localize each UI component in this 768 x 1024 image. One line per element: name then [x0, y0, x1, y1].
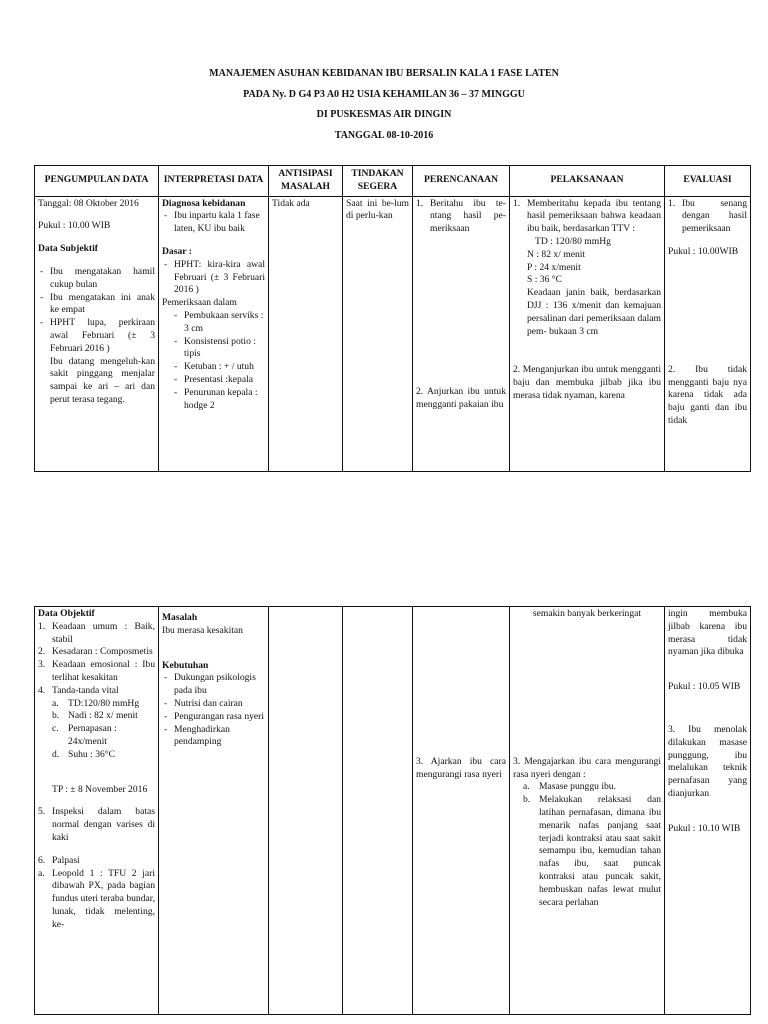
list-item [513, 198, 661, 339]
evaluasi-list [668, 198, 747, 236]
list-item: a. Leopold 1 : TFU 2 jari dibawah PX, pada bagian fundus uteri teraba bundar, lunak, tidak melenting, ke- [38, 868, 155, 932]
table-row [35, 607, 751, 1015]
cell-perencanaan [413, 607, 510, 1015]
antisipasi-text: Tidak ada [272, 197, 310, 209]
cell-pengumpulan-data [35, 196, 159, 471]
keluhan-text: Ibu datang mengeluh-kan sakit pinggang menjalar sampai ke ari – ari dan perut terasa tegang. [50, 355, 155, 405]
evaluasi-item-3: 3. Ibu menolak dilakukan masase punggung, ibu melalukan teknik pernafasan yang dianjurkan [668, 723, 747, 799]
tp-text: TP : ± 8 November 2016 [52, 783, 148, 795]
asuhan-table-page-2 [34, 606, 751, 1015]
list-item: - Dukungan psikologis pada ibu [162, 672, 265, 698]
cell-antisipasi-masalah [269, 607, 343, 1015]
list-item: 1. Keadaan umum : Baik, stabil [38, 621, 155, 647]
diagnosa-list [162, 210, 265, 236]
cell-interpretasi-data [159, 607, 269, 1015]
masalah-text: Ibu merasa kesakitan [162, 624, 243, 636]
tindakan-text: Saat ini be-lum di perlu-kan [346, 197, 409, 222]
list-item: 2. Kesadaran : Composmetis [38, 646, 155, 659]
cell-tindakan-segera [343, 607, 413, 1015]
objektif-list [38, 621, 155, 698]
evaluasi-pukul-1: Pukul : 10.00WIB [668, 245, 739, 257]
header-perencanaan: PERENCANAAN [413, 166, 510, 197]
pelaksanaan-item-3: 3. Mengajarkan ibu cara mengurangi rasa nyeri dengan : [513, 755, 661, 780]
ttv-p: P : 24 x/menit [527, 261, 581, 273]
masalah-heading: Masalah [162, 612, 198, 623]
asuhan-table-page-1 [34, 165, 751, 472]
perencanaan-item-3: 3. Ajarkan ibu cara mengurangi rasa nyeri [416, 756, 506, 780]
kebutuhan-list [162, 672, 265, 749]
list-item: 1. Beritahu ibu te-ntang hasil pe-meriksaan [416, 198, 506, 236]
list-item: - Konsistensi potio : tipis [172, 336, 265, 362]
title-line-1: MANAJEMEN ASUHAN KEBIDANAN IBU BERSALIN KALA 1 FASE LATEN [209, 68, 559, 79]
list-item: - Ibu mengatakan hamil cukup bulan [38, 266, 155, 292]
cell-evaluasi [665, 607, 751, 1015]
list-item: - Nutrisi dan cairan [162, 698, 265, 711]
cell-tindakan-segera [343, 196, 413, 471]
pukul-text: Pukul : 10.00 WIB [38, 220, 111, 232]
keadaan-janin-text: Keadaan janin baik, berdasarkan DJJ : 136 x/menit dan kemajuan persalinan dari pemeriksaan dalam pem- bukaan 3 cm [527, 287, 661, 337]
table-row [35, 196, 751, 471]
list-item: - Ketuban : + / utuh [172, 361, 265, 374]
list-item: - HPHT: kira-kira awal Februari (± 3 Februari 2016 ) [162, 259, 265, 297]
list-item: a. Masase punggu ibu. [523, 781, 661, 794]
pelaksanaan-continued-text: semakin banyak berkeringat [532, 608, 642, 619]
ttv-n: N : 82 x/ menit [527, 248, 586, 260]
dasar-heading: Dasar : [162, 245, 192, 257]
pelaksanaan-item-2: 2. Menganjurkan ibu untuk mengganti baju dan membuka jilbab jika ibu merasa tidak nyaman, karena [513, 364, 661, 401]
pelaksanaan-sub-list [513, 781, 661, 909]
title-line-2: PADA Ny. D G4 P3 A0 H2 USIA KEHAMILAN 36 – 37 MINGGU [243, 88, 525, 100]
header-antisipasi-masalah: ANTISIPASI MASALAH [269, 166, 343, 197]
list-item: d. Suhu : 36°C [52, 749, 155, 762]
header-pengumpulan-data: PENGUMPULAN DATA [35, 166, 159, 197]
header-tindakan-segera: TINDAKAN SEGERA [343, 166, 413, 197]
evaluasi-item-2: 2. Ibu tidak mengganti baju nya karena tidak ada baju ganti dan ibu tidak [668, 363, 747, 426]
evaluasi-continued-text: ingin membuka jilbab karena ibu merasa tidak nyaman jika dibuka [668, 608, 747, 658]
table-header-row [35, 166, 751, 197]
perencanaan-item-2: 2. Anjurkan ibu untuk mengganti pakaian ibu [416, 385, 506, 410]
ttv-td: TD : 120/80 mmHg [535, 235, 611, 247]
cell-pelaksanaan [510, 607, 665, 1015]
title-line-3: DI PUSKESMAS AIR DINGIN [316, 109, 452, 120]
list-item: - HPHT lupa, perkiraan awal Februari (± 3 Februari 2016 ) [38, 317, 155, 355]
title-line-4: TANGGAL 08-10-2016 [334, 129, 434, 141]
pemeriksaan-list [162, 310, 265, 412]
list-item: - Ibu mengatakan ini anak ke empat [38, 292, 155, 318]
pelaksanaan-item-1: 1. Memberitahu kepada ibu tentang hasil pemeriksaan bahwa keadaan ibu baik, berdasarkan TTV : [527, 197, 661, 235]
header-evaluasi: EVALUASI [665, 166, 751, 197]
document-title-block [0, 64, 768, 146]
pemeriksaan-dalam-heading: Pemeriksaan dalam [162, 297, 237, 309]
tanggal-text: Tanggal: 08 Oktober 2016 [38, 197, 139, 209]
cell-pelaksanaan [510, 196, 665, 471]
cell-pengumpulan-data [35, 607, 159, 1015]
vital-list [38, 698, 155, 762]
list-item: - Ibu inpartu kala 1 fase laten, KU ibu baik [162, 210, 265, 236]
list-item: 4. Tanda-tanda vital [38, 685, 155, 698]
kebutuhan-heading: Kebutuhan [162, 659, 209, 671]
list-item: b. Nadi : 82 x/ menit [52, 710, 155, 723]
dasar-list [162, 259, 265, 297]
cell-interpretasi-data [159, 196, 269, 471]
list-item: 3. Keadaan emosional : Ibu terlihat kesakitan [38, 659, 155, 685]
list-item: a. TD:120/80 mmHg [52, 698, 155, 711]
evaluasi-pukul-3: Pukul : 10.10 WIB [668, 822, 741, 834]
data-objektif-heading: Data Objektif [38, 608, 95, 619]
pelaksanaan-list [513, 198, 661, 339]
list-item: - Presentasi :kepala [172, 374, 265, 387]
list-item: 1. Ibu senang dengan hasil pemeriksaan [668, 198, 747, 236]
diagnosa-heading: Diagnosa kebidanan [162, 197, 246, 209]
list-item: - Pembukaan serviks : 3 cm [172, 310, 265, 336]
list-item: - Pengurangan rasa nyeri [162, 711, 265, 724]
data-subjektif-heading: Data Subjektif [38, 243, 98, 255]
list-item: 6. Palpasi [38, 855, 155, 868]
list-item: - Penurunan kepala : hodge 2 [172, 387, 265, 413]
palpasi-list [38, 855, 155, 932]
cell-evaluasi [665, 196, 751, 471]
header-pelaksanaan: PELAKSANAAN [510, 166, 665, 197]
list-item: - Menghadirkan pendamping [162, 724, 265, 750]
ttv-s: S : 36 °C [527, 274, 563, 286]
inspeksi-list [38, 806, 155, 844]
header-interpretasi-data: INTERPRETASI DATA [159, 166, 269, 197]
list-item: 5. Inspeksi dalam batas normal dengan varises di kaki [38, 806, 155, 844]
list-item: b. Melakukan relaksasi dan latihan pernafasan, dimana ibu menarik nafas panjang saat terjadi kontraksi atau saat sakit semampu ibu, kemudian tahan nafas ibu, saat puncak kontraksi atau puncak sakit, hembuskan nafas lewat mulut secara perlahan [523, 794, 661, 909]
list-item: c. Pernapasan : 24x/menit [52, 723, 155, 749]
perencanaan-list [416, 198, 506, 236]
evaluasi-pukul-2: Pukul : 10.05 WIB [668, 681, 741, 693]
subjektif-list [38, 266, 155, 356]
cell-antisipasi-masalah [269, 196, 343, 471]
cell-perencanaan [413, 196, 510, 471]
